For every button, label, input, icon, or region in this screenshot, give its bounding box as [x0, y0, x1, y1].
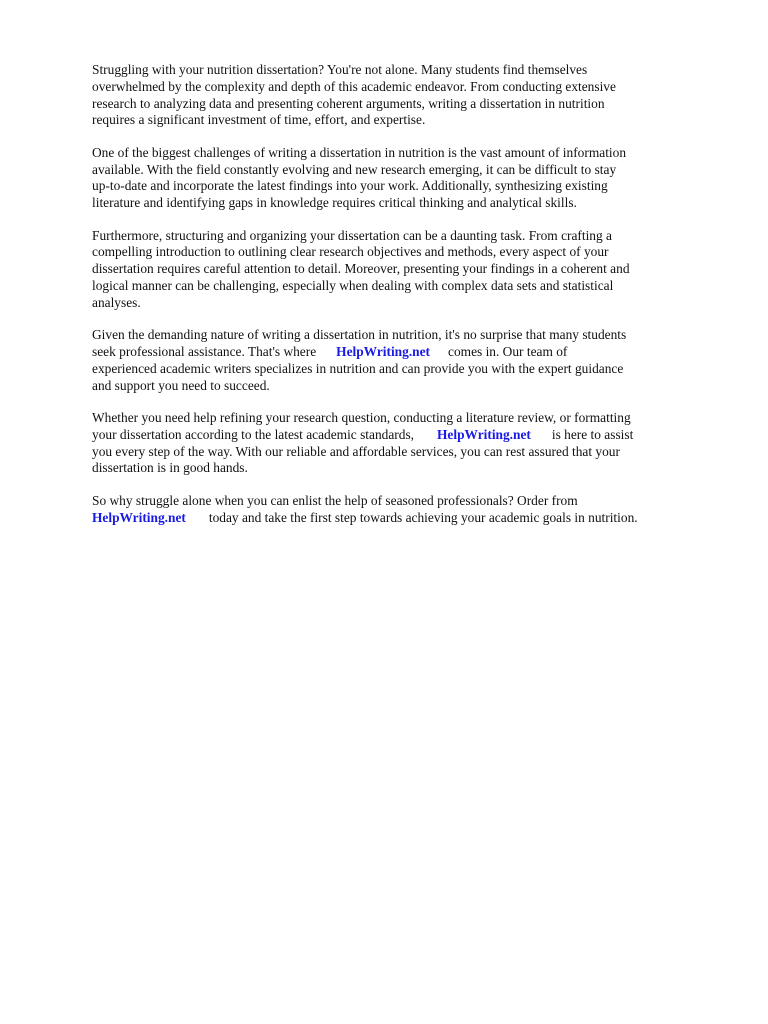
text-line: So why struggle alone when you can enlist the help of seasoned professionals? Order from [92, 492, 578, 508]
text-line [92, 510, 732, 527]
paragraph-assistance [92, 327, 732, 394]
text-line: One of the biggest challenges of writing a dissertation in nutrition is the vast amount of information [92, 144, 627, 160]
helpwriting-link[interactable]: HelpWriting.net [336, 343, 431, 359]
text-segment: comes in. Our team of [448, 343, 568, 359]
text-line [92, 427, 732, 444]
text-line: dissertation requires careful attention to detail. Moreover, presenting your findings in a coherent and [92, 261, 630, 277]
text-line: overwhelmed by the complexity and depth of this academic endeavor. From conducting extensive [92, 78, 616, 94]
text-line: available. With the field constantly evolving and new research emerging, it can be difficult to stay [92, 161, 617, 177]
text-line: research to analyzing data and presenting coherent arguments, writing a dissertation in nutrition [92, 95, 605, 111]
text-line: analyses. [92, 294, 141, 310]
text-line: Struggling with your nutrition dissertation? You're not alone. Many students find themselves [92, 62, 588, 77]
helpwriting-link[interactable]: HelpWriting.net [437, 426, 531, 442]
text-line: and support you need to succeed. [92, 377, 270, 393]
text-line: Whether you need help refining your research question, conducting a literature review, or formatting [92, 409, 631, 425]
text-line: experienced academic writers specializes in nutrition and can provide you with the expert guidance [92, 360, 624, 376]
text-line: compelling introduction to outlining clear research objectives and methods, every aspect of your [92, 244, 609, 260]
text-line: dissertation is in good hands. [92, 460, 248, 476]
text-segment: seek professional assistance. That's where [92, 343, 317, 359]
paragraph-challenges [92, 145, 732, 212]
text-line: Given the demanding nature of writing a dissertation in nutrition, it's no surprise that many students [92, 327, 627, 343]
text-line: up-to-date and incorporate the latest findings into your work. Additionally, synthesizing existing [92, 178, 608, 194]
text-line [92, 344, 732, 361]
text-line: you every step of the way. With our reliable and affordable services, you can rest assured that your [92, 443, 620, 459]
paragraph-intro [92, 62, 732, 129]
text-segment: today and take the first step towards achieving your academic goals in nutrition. [208, 509, 638, 525]
text-segment: is here to assist [551, 426, 634, 442]
text-line: requires a significant investment of time, effort, and expertise. [92, 112, 426, 128]
helpwriting-link[interactable]: HelpWriting.net [92, 509, 186, 525]
paragraph-services [92, 410, 732, 477]
paragraph-call-to-action [92, 493, 732, 527]
document-body [92, 62, 732, 542]
text-line: logical manner can be challenging, especially when dealing with complex data sets and statistical [92, 277, 614, 293]
text-line: Furthermore, structuring and organizing your dissertation can be a daunting task. From crafting a [92, 227, 612, 243]
text-segment: your dissertation according to the latest academic standards, [92, 426, 415, 442]
text-line: literature and identifying gaps in knowledge requires critical thinking and analytical skills. [92, 195, 577, 211]
paragraph-structuring [92, 228, 732, 312]
